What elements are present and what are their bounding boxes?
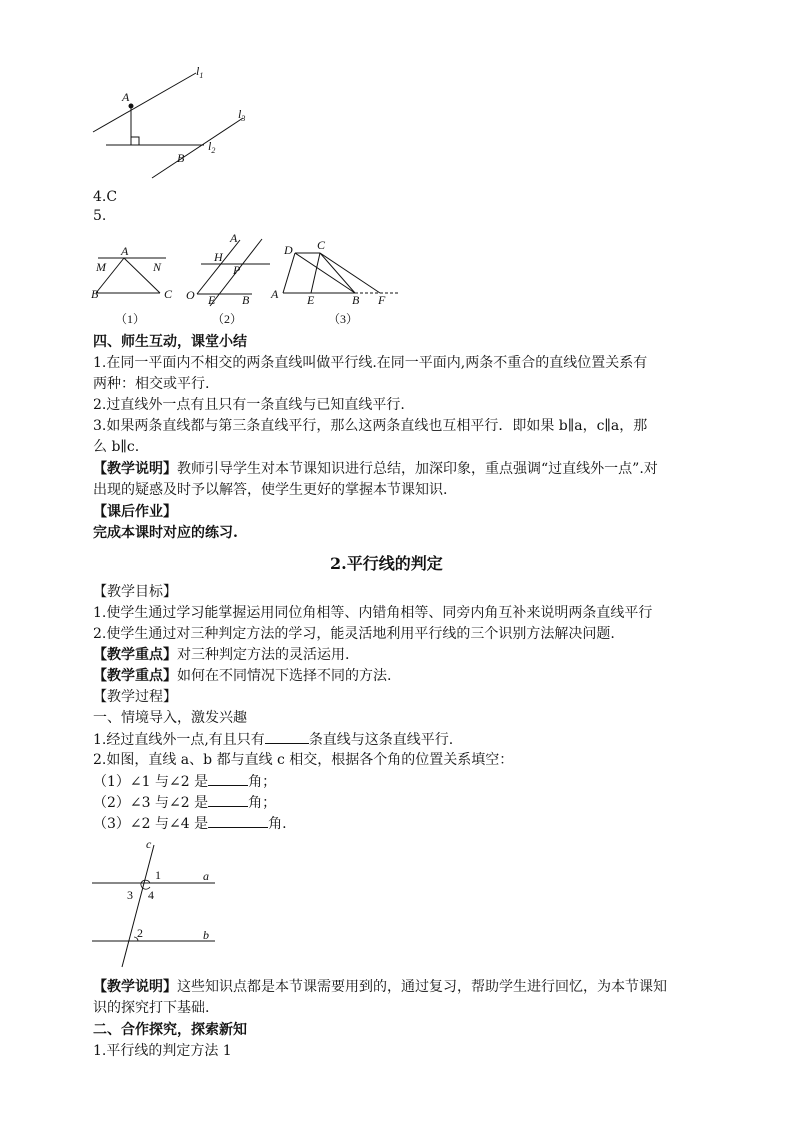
- difficulty-text: 如何在不同情况下选择不同的方法.: [177, 668, 392, 684]
- angle-3: 3: [127, 888, 133, 902]
- teaching-note-2-cont: 识的探究打下基础.: [93, 1000, 210, 1016]
- method-1: 1.平行线的判定方法 1: [93, 1043, 232, 1059]
- difficulty-tag: 【教学重点】: [93, 668, 177, 684]
- p3-label-F: F: [378, 293, 386, 307]
- question-1-pre: 1.经过直线外一点,有且只有: [93, 732, 265, 748]
- q2-item-1-pre: （1）∠1 与∠2 是: [93, 774, 209, 790]
- p2-label-P: P: [233, 263, 241, 277]
- p1-label-B: B: [91, 287, 99, 301]
- summary-line-4: 3.如果两条直线都与第三条直线平行，那么这两条直线也互相平行．即如果 b∥a，c∥a，那: [93, 418, 648, 434]
- teaching-note-2-text: 这些知识点都是本节课需要用到的，通过复习，帮助学生进行回忆，为本节课知: [177, 979, 667, 995]
- label-l3: $l_3$: [238, 107, 246, 123]
- key-point-tag: 【教学重点】: [93, 647, 177, 663]
- label-a: a: [203, 869, 209, 883]
- section2-title: 二、合作探究，探索新知: [93, 1022, 247, 1038]
- p3-label-A: A: [271, 287, 279, 301]
- q2-item-2-post: 角；: [248, 795, 277, 811]
- answer-4: 4.C: [93, 189, 118, 205]
- teaching-note-2-tag: 【教学说明】: [93, 979, 177, 995]
- p1-label-N: N: [153, 260, 162, 274]
- goal-1: 1.使学生通过学习能掌握运用同位角相等、内错角相等、同旁内角互补来说明两条直线平行: [93, 605, 653, 621]
- goals-title: 【教学目标】: [93, 584, 177, 600]
- process-title: 【教学过程】: [93, 689, 177, 705]
- p3-label-E: E: [307, 293, 315, 307]
- teaching-note-tag: 【教学说明】: [93, 461, 177, 477]
- label-B: B: [177, 151, 185, 165]
- angle-4: 4: [148, 888, 154, 902]
- goal-2: 2.使学生通过对三种判定方法的学习，能灵活地利用平行线的三个识别方法解决问题.: [93, 626, 615, 642]
- answer-5: 5.: [93, 208, 107, 224]
- angle-1: 1: [155, 868, 161, 882]
- p2-label-B: B: [242, 293, 250, 307]
- p3-caption: （3）: [328, 312, 359, 326]
- p2-label-A: A: [230, 231, 238, 245]
- lesson-title: 2.平行线的判定: [330, 554, 443, 573]
- section4-title: 四、师生互动，课堂小结: [93, 334, 247, 350]
- q2-item-1-post: 角；: [248, 774, 277, 790]
- p2-label-O: O: [186, 288, 195, 302]
- p3-label-C: C: [317, 238, 326, 252]
- label-b: b: [203, 928, 209, 942]
- summary-line-3: 2.过直线外一点有且只有一条直线与已知直线平行.: [93, 397, 405, 413]
- angle-2: 2: [137, 926, 143, 940]
- question-2: 2.如图，直线 a、b 都与直线 c 相交，根据各个角的位置关系填空：: [93, 752, 514, 768]
- p3-label-B: B: [352, 293, 360, 307]
- homework-title: 【课后作业】: [93, 504, 177, 520]
- summary-line-5: 么 b∥c.: [93, 439, 140, 455]
- summary-line-2: 两种：相交或平行.: [93, 376, 210, 392]
- teaching-note-text: 教师引导学生对本节课知识进行总结，加深印象，重点强调“过直线外一点”.对: [177, 461, 658, 477]
- intro-title: 一、情境导入，激发兴趣: [93, 710, 247, 726]
- p2-caption: （2）: [212, 312, 243, 326]
- summary-line-1: 1.在同一平面内不相交的两条直线叫做平行线.在同一平面内,两条不重合的直线位置关系有: [93, 355, 648, 371]
- p1-label-A: A: [121, 244, 129, 258]
- homework-text: 完成本课时对应的练习.: [93, 525, 238, 541]
- p1-label-C: C: [164, 287, 173, 301]
- key-point-text: 对三种判定方法的灵活运用.: [177, 647, 350, 663]
- label-l2: $l_2$: [208, 139, 216, 155]
- label-c: c: [146, 837, 152, 851]
- p3-label-D: D: [284, 243, 293, 257]
- teaching-note-2: [93, 978, 667, 997]
- teaching-note-1-cont: 出现的疑惑及时予以解答，使学生更好的掌握本节课知识.: [93, 482, 448, 498]
- q2-item-3-pre: （3）∠2 与∠4 是: [93, 816, 209, 832]
- label-A: A: [122, 90, 130, 104]
- q2-item-3-post: 角.: [268, 816, 287, 832]
- p2-label-E: E: [208, 293, 216, 307]
- p2-label-H: H: [214, 250, 223, 264]
- q2-item-2-pre: （2）∠3 与∠2 是: [93, 795, 209, 811]
- question-1-post: 条直线与这条直线平行.: [308, 732, 454, 748]
- label-l1: $l_1$: [196, 64, 204, 80]
- p1-caption: （1）: [115, 312, 146, 326]
- p1-label-M: M: [96, 260, 106, 274]
